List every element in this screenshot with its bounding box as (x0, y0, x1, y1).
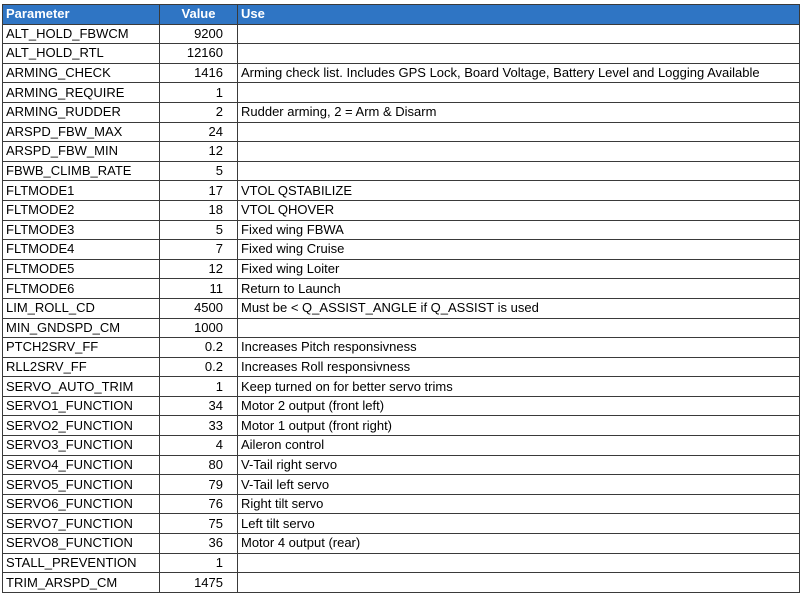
value-cell: 9200 (160, 24, 238, 44)
table-row (3, 377, 800, 397)
value-cell: 7 (160, 240, 238, 260)
parameter-cell: SERVO3_FUNCTION (3, 436, 160, 456)
table-row (3, 240, 800, 260)
parameter-cell: ARMING_REQUIRE (3, 83, 160, 103)
use-cell (238, 44, 800, 64)
table-row (3, 279, 800, 299)
parameter-cell: SERVO4_FUNCTION (3, 455, 160, 475)
table-row (3, 357, 800, 377)
table-row (3, 553, 800, 573)
use-cell (238, 83, 800, 103)
value-cell: 1 (160, 377, 238, 397)
use-cell: Increases Pitch responsivness (238, 338, 800, 358)
parameter-cell: ARSPD_FBW_MAX (3, 122, 160, 142)
value-cell: 11 (160, 279, 238, 299)
table-row (3, 416, 800, 436)
use-cell: Motor 4 output (rear) (238, 534, 800, 554)
parameter-cell: FLTMODE3 (3, 220, 160, 240)
table-row (3, 455, 800, 475)
value-cell: 12 (160, 142, 238, 162)
use-cell: VTOL QSTABILIZE (238, 181, 800, 201)
use-cell (238, 553, 800, 573)
header-row (3, 5, 800, 25)
parameter-cell: ARMING_RUDDER (3, 102, 160, 122)
parameter-cell: PTCH2SRV_FF (3, 338, 160, 358)
parameter-cell: FLTMODE2 (3, 200, 160, 220)
value-cell: 33 (160, 416, 238, 436)
table-row (3, 259, 800, 279)
use-cell: Motor 1 output (front right) (238, 416, 800, 436)
table-row (3, 63, 800, 83)
parameter-cell: ARSPD_FBW_MIN (3, 142, 160, 162)
use-cell: Aileron control (238, 436, 800, 456)
value-cell: 0.2 (160, 357, 238, 377)
table-row (3, 200, 800, 220)
value-cell: 1 (160, 553, 238, 573)
parameter-cell: ARMING_CHECK (3, 63, 160, 83)
value-cell: 24 (160, 122, 238, 142)
parameter-cell: LIM_ROLL_CD (3, 298, 160, 318)
value-cell: 4 (160, 436, 238, 456)
value-cell: 1000 (160, 318, 238, 338)
value-cell: 5 (160, 220, 238, 240)
parameter-cell: MIN_GNDSPD_CM (3, 318, 160, 338)
use-cell (238, 161, 800, 181)
use-cell: Rudder arming, 2 = Arm & Disarm (238, 102, 800, 122)
use-cell: VTOL QHOVER (238, 200, 800, 220)
value-cell: 80 (160, 455, 238, 475)
parameter-cell: SERVO6_FUNCTION (3, 494, 160, 514)
value-cell: 17 (160, 181, 238, 201)
value-cell: 2 (160, 102, 238, 122)
value-cell: 75 (160, 514, 238, 534)
table-row (3, 534, 800, 554)
parameter-cell: FLTMODE4 (3, 240, 160, 260)
value-cell: 4500 (160, 298, 238, 318)
parameter-cell: SERVO_AUTO_TRIM (3, 377, 160, 397)
table-row (3, 220, 800, 240)
parameter-cell: FLTMODE1 (3, 181, 160, 201)
value-cell: 34 (160, 396, 238, 416)
use-cell (238, 318, 800, 338)
parameter-cell: FLTMODE5 (3, 259, 160, 279)
use-cell: Return to Launch (238, 279, 800, 299)
use-cell (238, 142, 800, 162)
table-row (3, 24, 800, 44)
use-cell: Arming check list. Includes GPS Lock, Board Voltage, Battery Level and Logging Available (238, 63, 800, 83)
table-row (3, 436, 800, 456)
use-cell: Left tilt servo (238, 514, 800, 534)
table-row (3, 44, 800, 64)
value-cell: 0.2 (160, 338, 238, 358)
value-cell: 18 (160, 200, 238, 220)
value-cell: 1 (160, 83, 238, 103)
table-row (3, 338, 800, 358)
table-row (3, 573, 800, 593)
use-cell (238, 573, 800, 593)
header-parameter: Parameter (3, 5, 160, 25)
parameter-cell: FLTMODE6 (3, 279, 160, 299)
parameter-cell: FBWB_CLIMB_RATE (3, 161, 160, 181)
table-row (3, 298, 800, 318)
use-cell: Increases Roll responsivness (238, 357, 800, 377)
parameter-cell: SERVO2_FUNCTION (3, 416, 160, 436)
parameter-cell: SERVO5_FUNCTION (3, 475, 160, 495)
table-row (3, 396, 800, 416)
table-row (3, 318, 800, 338)
parameter-cell: ALT_HOLD_FBWCM (3, 24, 160, 44)
parameter-table (2, 4, 800, 593)
value-cell: 12 (160, 259, 238, 279)
table-row (3, 102, 800, 122)
parameter-cell: SERVO8_FUNCTION (3, 534, 160, 554)
parameter-cell: SERVO1_FUNCTION (3, 396, 160, 416)
value-cell: 36 (160, 534, 238, 554)
use-cell (238, 24, 800, 44)
parameter-cell: SERVO7_FUNCTION (3, 514, 160, 534)
table-row (3, 494, 800, 514)
use-cell: Keep turned on for better servo trims (238, 377, 800, 397)
parameter-cell: ALT_HOLD_RTL (3, 44, 160, 64)
value-cell: 1416 (160, 63, 238, 83)
use-cell: Fixed wing FBWA (238, 220, 800, 240)
table-row (3, 122, 800, 142)
use-cell: V-Tail right servo (238, 455, 800, 475)
table-row (3, 142, 800, 162)
table-row (3, 83, 800, 103)
table-row (3, 161, 800, 181)
table-body (3, 24, 800, 592)
parameter-cell: TRIM_ARSPD_CM (3, 573, 160, 593)
use-cell: Fixed wing Loiter (238, 259, 800, 279)
use-cell: V-Tail left servo (238, 475, 800, 495)
value-cell: 1475 (160, 573, 238, 593)
value-cell: 5 (160, 161, 238, 181)
use-cell: Fixed wing Cruise (238, 240, 800, 260)
table-row (3, 475, 800, 495)
parameter-cell: STALL_PREVENTION (3, 553, 160, 573)
header-value: Value (160, 5, 238, 25)
use-cell: Right tilt servo (238, 494, 800, 514)
parameter-cell: RLL2SRV_FF (3, 357, 160, 377)
value-cell: 79 (160, 475, 238, 495)
table-row (3, 514, 800, 534)
value-cell: 12160 (160, 44, 238, 64)
use-cell (238, 122, 800, 142)
table-row (3, 181, 800, 201)
header-use: Use (238, 5, 800, 25)
use-cell: Must be < Q_ASSIST_ANGLE if Q_ASSIST is used (238, 298, 800, 318)
value-cell: 76 (160, 494, 238, 514)
use-cell: Motor 2 output (front left) (238, 396, 800, 416)
